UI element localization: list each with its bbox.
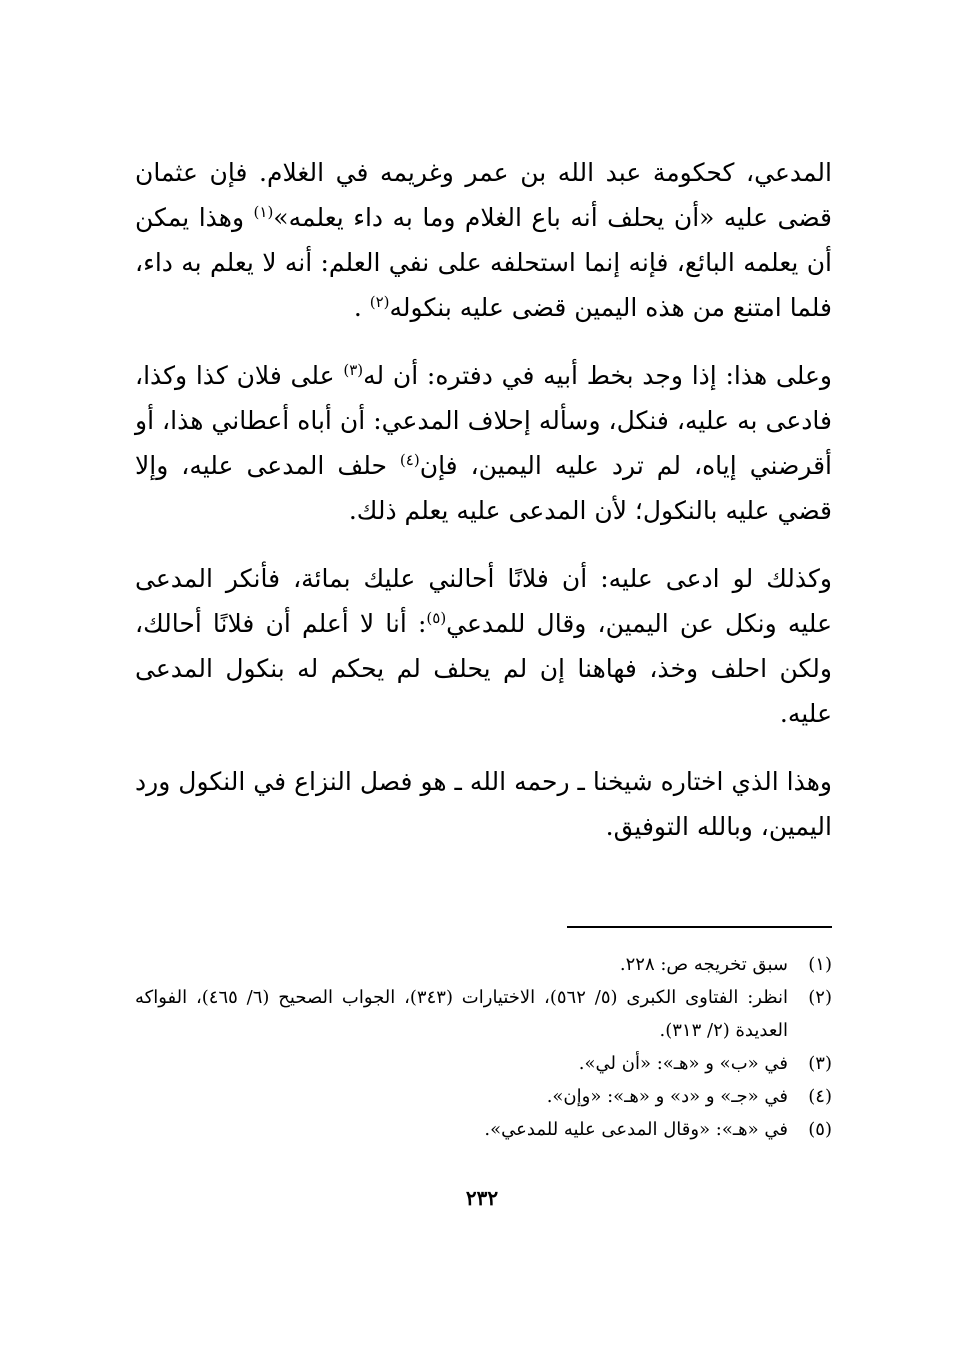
footnote-text: سبق تخريجه ص: ٢٢٨. (619, 954, 788, 975)
footnotes (135, 948, 832, 1146)
footnote-text: في «ب» و «هـ»: «أن لي». (578, 1053, 788, 1074)
footnote-text: انظر: الفتاوى الكبرى (٥/ ٥٦٢)، الاختيارات (٣٤٣)، الجواب الصحيح (٦/ ٤٦٥)، الفواكه العديدة (٢/ ٣١٣). (135, 987, 788, 1041)
footnote-marker: (٤) (399, 451, 420, 469)
footnote (135, 1047, 832, 1080)
paragraph-text: . (353, 293, 370, 322)
footnote (135, 981, 832, 1047)
paragraph-text: : أنا لا أعلم أن فلانًا أحالك، ولكن احلف وخذ، فهاهنا إن لم يحلف لم يحكم له بنكول المدعى عليه. (135, 609, 832, 728)
paragraph (135, 150, 832, 330)
paragraph-text: المدعي، كحكومة عبد الله بن عمر وغريمه في الغلام. فإن عثمان قضى عليه «أن يحلف أنه باع الغلام وما به داء يعلمه» (135, 158, 832, 232)
footnote-text: في «جـ» و «د» و «هـ»: «وإن». (546, 1086, 788, 1107)
page-number: ٢٣٢ (465, 1186, 499, 1210)
footnote-marker: (٣) (343, 361, 364, 379)
footnote-marker: (١) (253, 203, 274, 221)
footnote-number: (٥) (808, 1119, 832, 1140)
paragraph-text: وكذلك لو ادعى عليه: أن فلانًا أحالني عليك بمائة، فأنكر المدعى عليه ونكل عن اليمين، وقال للمدعي (135, 564, 832, 638)
footnote-text: في «هـ»: «وقال المدعى عليه للمدعي». (484, 1119, 788, 1140)
footnote (135, 1113, 832, 1146)
footnote-separator (567, 926, 832, 928)
main-text (135, 150, 832, 849)
paragraph (135, 353, 832, 533)
paragraph-text: وهذا يمكن أن يعلمه البائع، فإنه إنما استحلفه على نفي العلم: أنه لا يعلم به داء، فلما امتنع من هذه اليمين قضى عليه بنكوله (135, 203, 832, 322)
paragraph-text: وعلى هذا: إذا وجد بخط أبيه في دفتره: أن له (363, 361, 832, 390)
footnote (135, 1080, 832, 1113)
footnote-number: (٣) (808, 1053, 832, 1074)
footnote-number: (٤) (808, 1086, 832, 1107)
paragraph-text: حلف المدعى عليه، وإلا قضي عليه بالنكول؛ لأن المدعى عليه يعلم ذلك. (135, 451, 832, 525)
footnote-marker: (٥) (426, 609, 447, 627)
paragraph (135, 556, 832, 736)
footnote-number: (١) (808, 954, 832, 975)
paragraph-text: على فلان كذا وكذا، فادعى به عليه، فنكل، وسأله إحلاف المدعي: أن أباه أعطاني هذا، أو أقرضني إياه، لم ترد عليه اليمين، فإن (135, 361, 832, 480)
footnote (135, 948, 832, 981)
paragraph (135, 759, 832, 849)
footnote-marker: (٢) (369, 293, 390, 311)
paragraph-text: وهذا الذي اختاره شيخنا ـ رحمه الله ـ هو فصل النزاع في النكول ورد اليمين، وبالله التوفيق. (135, 767, 832, 841)
footnote-number: (٢) (808, 987, 832, 1008)
